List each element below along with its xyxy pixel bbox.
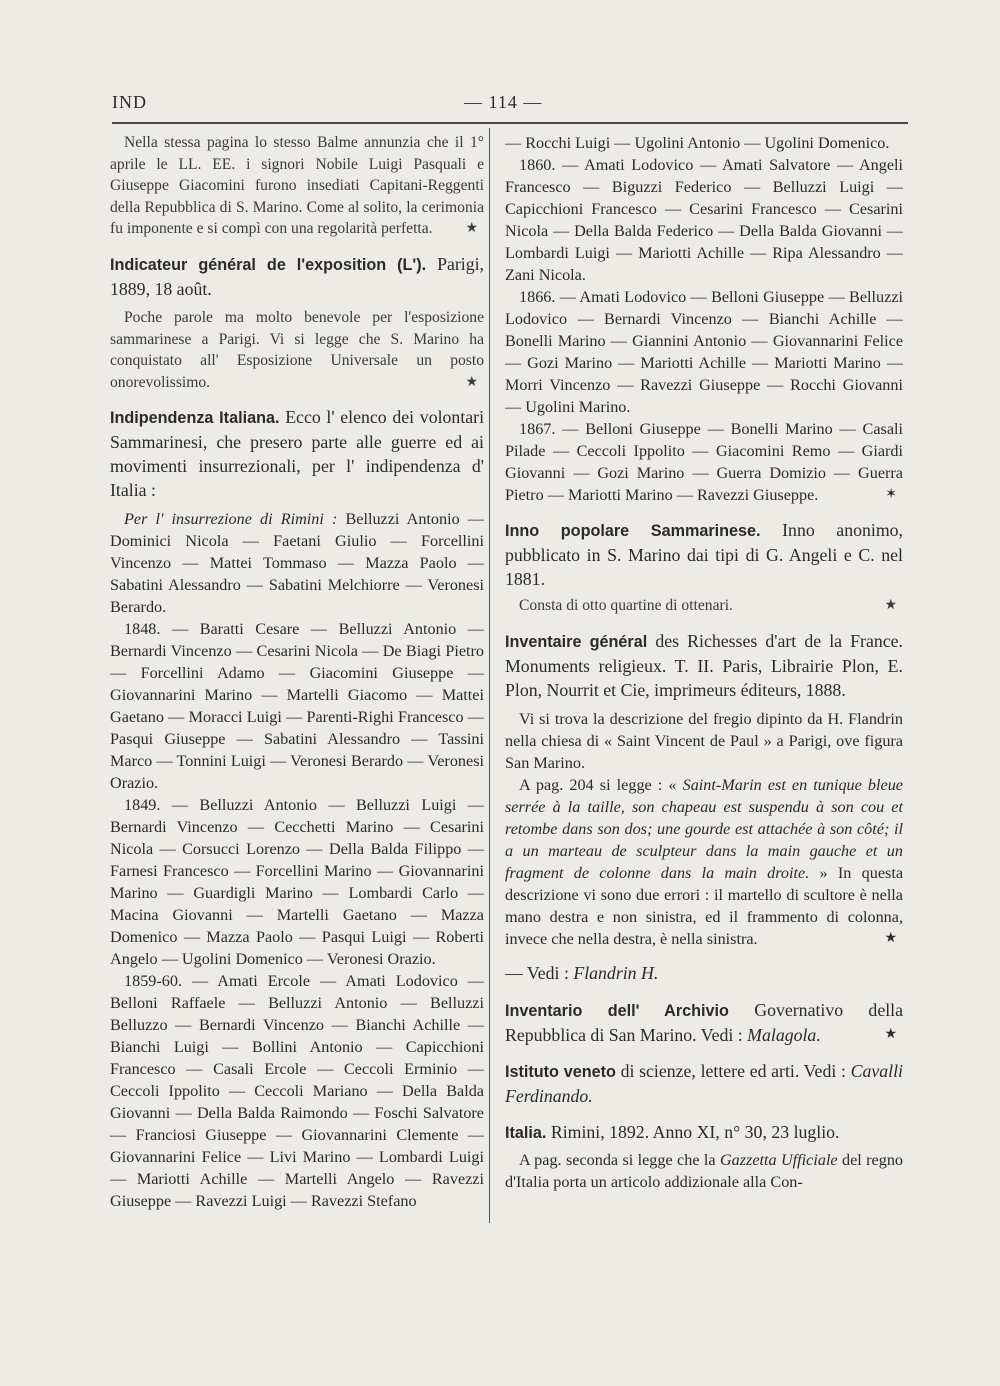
- volunteer-list-1849: 1849. — Belluzzi Antonio — Belluzzi Luigi — Bernardi Vincenzo — Cecchetti Marino — Cesarini Nicola — Corsucci Lorenzo — Della Balda Filippo — Farnesi Francesco — Forcellini Marino — Giovannarini Marino — Guardigli Marino — Lombardi Carlo — Macina Giovanni — Martelli Gaetano — Mazza Domenico — Mazza Paolo — Pasqui Luigi — Roberti Angelo — Ugolini Domenico — Veronesi Orazio.: [110, 796, 484, 969]
- entry-publication: Inno anonimo, pubblicato in S. Marino dai tipi di G. Angeli e C. nel 1881.: [505, 520, 903, 589]
- entry-title: Indipendenza Italiana.: [110, 409, 280, 428]
- entry-publication: Parigi, 1889, 18 août.: [110, 253, 484, 299]
- right-column: [505, 132, 903, 1205]
- header-rule: [112, 122, 908, 124]
- entry-text: A pag. seconda si legge che la Gazzetta Ufficiale del regno d'Italia porta un articolo addizionale alla Con-: [505, 1150, 904, 1191]
- journal-ref: Gazzetta Ufficiale: [719, 1150, 838, 1169]
- entry-publication: Rimini, 1892. Anno XI, n° 30, 23 luglio.: [550, 1121, 840, 1142]
- entry-heading: [110, 405, 484, 502]
- entry-heading: [505, 518, 903, 591]
- entry-text: Vi si trova la descrizione del fregio dipinto da H. Flandrin nella chiesa di « Saint Vincent de Paul » a Parigi, ove figura San Marino.: [505, 709, 903, 772]
- page-number: — 114 —: [464, 92, 543, 112]
- section-label: IND: [112, 92, 147, 112]
- see-also: — Vedi : Flandrin H.: [505, 962, 659, 983]
- entry-text: Poche parole ma molto benevole per l'esposizione sammarinese a Parigi. Vi si legge che S. Marino ha conquistato all' Esposizione Universale un posto onorevolissimo. ★: [110, 307, 484, 393]
- star-icon: ★: [884, 598, 897, 613]
- volunteer-list-continued: — Rocchi Luigi — Ugolini Antonio — Ugolini Domenico.: [505, 134, 890, 152]
- entry-italia: [505, 1120, 903, 1193]
- entry-heading: [505, 629, 903, 702]
- entry-heading: Istituto veneto di scienze, lettere ed arti. Vedi : Cavalli Ferdinando.: [505, 1060, 903, 1106]
- entry-balme: [110, 132, 484, 240]
- star-icon: ★: [884, 930, 897, 946]
- page-header: [112, 92, 908, 118]
- entry-publication: des Richesses d'art de la France. Monuments religieux. T. II. Paris, Librairie Plon, E. Plon, Nourrit et Cie, imprimeurs éditeurs, 1888.: [505, 630, 903, 700]
- entry-title: Istituto veneto: [505, 1062, 616, 1081]
- entry-title: Inventaire général: [505, 632, 648, 651]
- column-divider: [489, 128, 490, 1223]
- volunteer-list-1848: 1848. — Baratti Cesare — Belluzzi Antonio — Bernardi Vincenzo — Cesarini Nicola — De Biagi Pietro — Forcellini Adamo — Giacomini Giuseppe — Giovannarini Marino — Martelli Giacomo — Mattei Gaetano — Moracci Luigi — Parenti-Righi Francesco — Pasqui Giuseppe — Sabatini Alessandro — Tassini Marco — Tonnini Luigi — Veronesi Berardo — Veronesi Orazio.: [110, 620, 484, 793]
- entry-text-quote: A pag. 204 si legge : « Saint-Marin est en tunique bleue serrée à la taille, son chapeau est suspendu à son cou et retombe dans son dos; une gourde est attachée à son côté; il a un marteau de sculpteur dans la main gauche et un fragment de colonne dans la main droite. » In questa descrizione vi sono due errori : il martello di scultore è nella mano destra e non sinistra, ed il frammento di colonna, invece che nella destra, è nella sinistra. ★: [505, 775, 904, 948]
- entry-indicateur: [110, 252, 484, 393]
- left-column: [110, 132, 484, 1224]
- entry-intro: Ecco l' elenco dei volontari Sammarinesi, che presero parte alle guerre ed ai movimenti insurrezionali, per l' indipendenza d' Italia :: [110, 407, 485, 501]
- star-icon: ★: [884, 1026, 897, 1042]
- see-also-ref: Flandrin H.: [573, 962, 659, 983]
- entry-volunteers-cont: [505, 132, 903, 506]
- quoted-description: Saint-Marin est en tunique bleue serrée à la taille, son chapeau est suspendu à son cou et retombe dans son dos; une gourde est attachée à son côté; il a un marteau de sculpteur dans la main gauche et un fragment de colonne dans la main droite.: [505, 775, 903, 882]
- entry-text: Consta di otto quartine di ottenari. ★: [505, 595, 903, 617]
- entry-istituto: [505, 1059, 903, 1108]
- entry-heading: [110, 252, 484, 301]
- star-icon: ✶: [885, 487, 897, 502]
- entry-inventaire: [505, 629, 903, 984]
- entry-indipendenza: [110, 405, 484, 1212]
- star-icon: ★: [465, 221, 478, 237]
- entry-title: Inno popolare Sammarinese.: [505, 522, 761, 540]
- volunteer-list-1866: 1866. — Amati Lodovico — Belloni Giuseppe — Belluzzi Lodovico — Bernardi Vincenzo — Bianchi Achille — Bonelli Marino — Giannini Antonio — Giovannarini Felice — Gozi Marino — Mariotti Achille — Mariotti Marino — Morri Vincenzo — Ravezzi Giuseppe — Rocchi Giovanni — Ugolini Marino.: [505, 288, 903, 416]
- entry-text: Nella stessa pagina lo stesso Balme annunzia che il 1° aprile le LL. EE. i signori Nobile Luigi Pasquali e Giuseppe Giacomini furono insediati Capitani-Reggenti della Repubblica di S. Marino. Come al solito, la cerimonia fu imponente e si compì con una regolarità perfetta. ★: [110, 132, 484, 240]
- entry-heading: [505, 1120, 903, 1145]
- entry-title: Indicateur général de l'exposition (L').: [110, 255, 427, 274]
- see-also-ref: Cavalli Ferdinando.: [505, 1060, 903, 1106]
- entry-title: Italia.: [505, 1123, 547, 1142]
- volunteer-list-1860: 1860. — Amati Lodovico — Amati Salvatore — Angeli Francesco — Biguzzi Federico — Belluzzi Luigi — Capicchioni Francesco — Cesarini Francesco — Cesarini Nicola — Della Balda Federico — Della Balda Giovanni — Lombardi Luigi — Mariotti Achille — Ripa Alessandro — Zani Nicola.: [505, 156, 903, 284]
- entry-inventario: [505, 998, 903, 1047]
- volunteer-list-rimini: Per l' insurrezione di Rimini : Belluzzi Antonio — Dominici Nicola — Faetani Giulio — Forcellini Vincenzo — Mattei Tommaso — Mazza Paolo — Sabatini Alessandro — Sabatini Melchiorre — Veronesi Berardo.: [110, 510, 484, 617]
- rimini-label: Per l' insurrezione di Rimini :: [124, 510, 338, 529]
- volunteer-list-1859: 1859-60. — Amati Ercole — Amati Lodovico — Belloni Raffaele — Belluzzi Antonio — Belluzzi Belluzzo — Bernardi Vincenzo — Bianchi Achille — Bianchi Luigi — Bollini Antonio — Capicchioni Francesco — Casali Ercole — Ceccoli Erminio — Ceccoli Ippolito — Ceccoli Mariano — Della Balda Giovanni — Della Balda Raimondo — Foschi Salvatore — Franciosi Giuseppe — Giovannarini Clemente — Giovannarini Felice — Livi Marino — Lombardi Luigi — Mariotti Achille — Martelli Angelo — Ravezzi Giuseppe — Ravezzi Luigi — Ravezzi Stefano: [110, 972, 484, 1211]
- star-icon: ★: [465, 374, 478, 390]
- entry-title: Inventario dell' Archivio: [505, 1001, 729, 1020]
- entry-heading: Inventario dell' Archivio Governativo della Repubblica di San Marino. Vedi : Malagola. ★: [505, 999, 903, 1045]
- entry-inno: [505, 518, 903, 617]
- see-also-ref: Malagola.: [747, 1024, 821, 1045]
- volunteer-list-1867: 1867. — Belloni Giuseppe — Bonelli Marino — Casali Pilade — Ceccoli Ippolito — Giacomini Remo — Giardi Giovanni — Gozi Marino — Guerra Domizio — Guerra Pietro — Mariotti Marino — Ravezzi Giuseppe. ✶: [505, 420, 903, 504]
